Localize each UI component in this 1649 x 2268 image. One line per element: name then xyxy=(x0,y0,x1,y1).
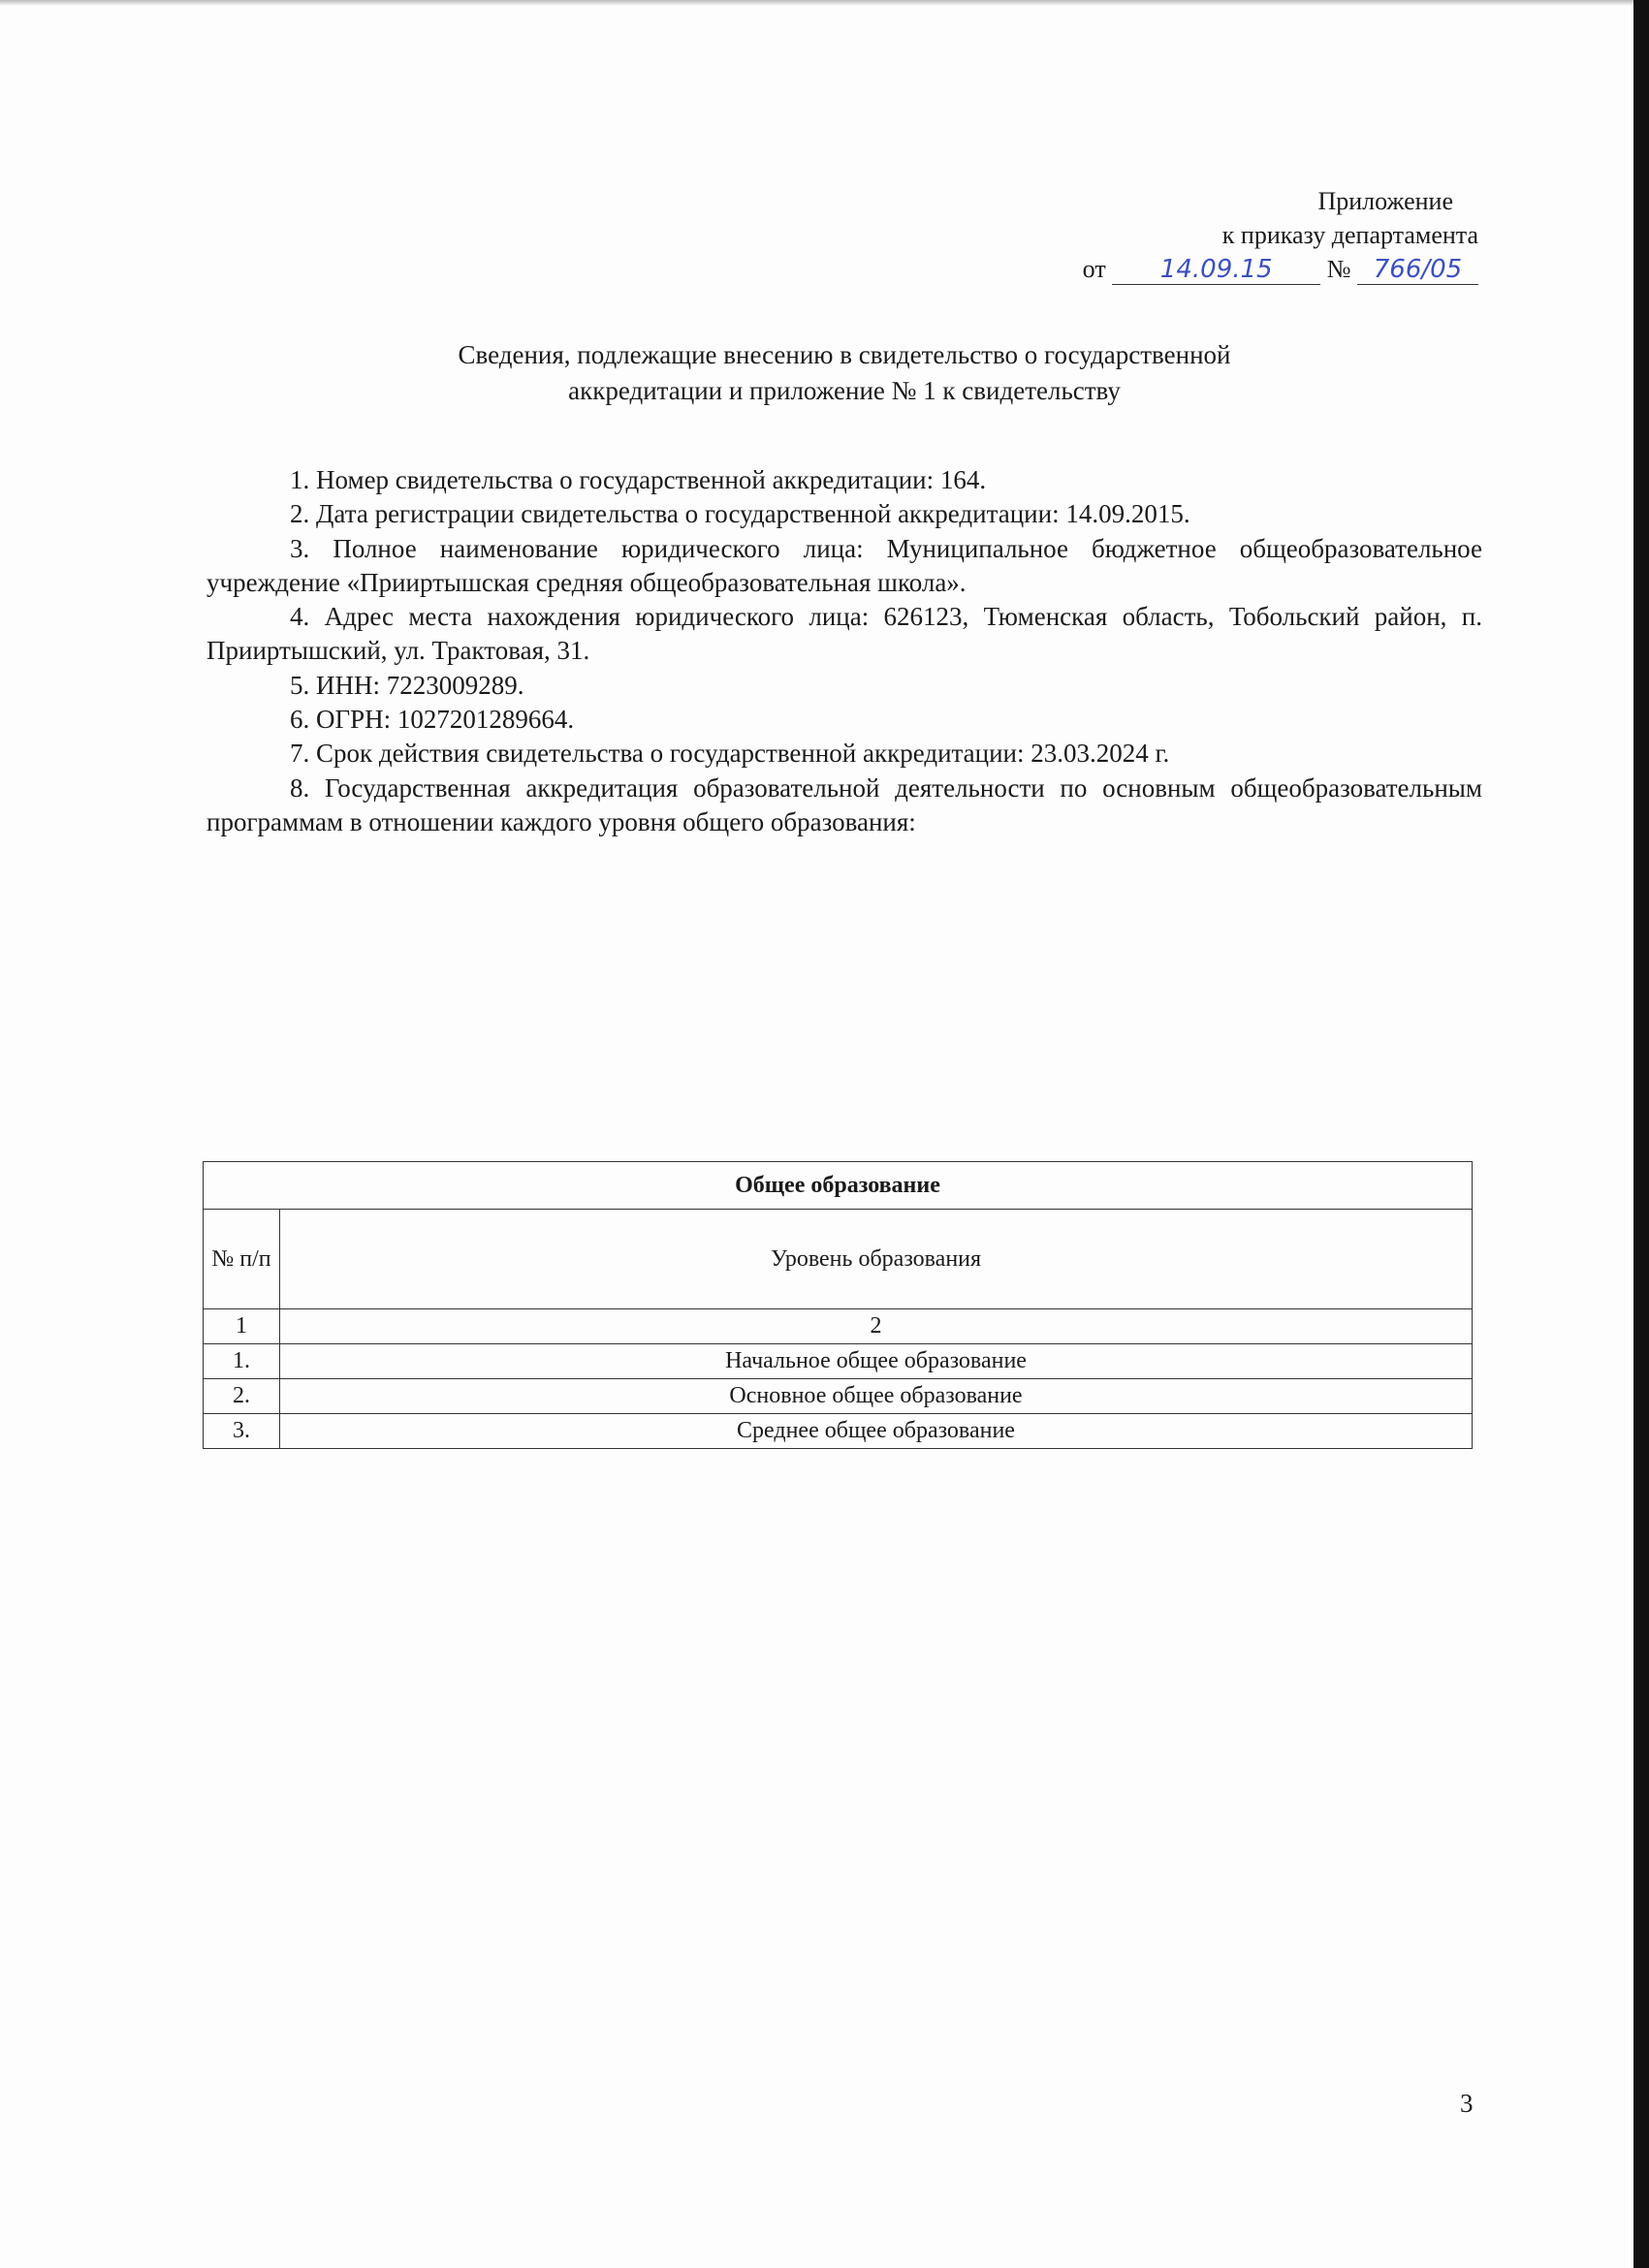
item-address: 4. Адрес места нахождения юридического лица: 626123, Тюменская область, Тобольский район, п. Прииртышский, ул. Трактовая, 31. xyxy=(206,602,1482,666)
row-level: Основное общее образование xyxy=(280,1379,1473,1414)
document-body xyxy=(206,463,1482,839)
page-number: 3 xyxy=(1460,2089,1474,2118)
item-ogrn: 6. ОГРН: 1027201289664. xyxy=(290,705,575,735)
appendix-header xyxy=(1083,184,1478,286)
column-header-level: Уровень образования xyxy=(280,1210,1473,1309)
column-index-1: 1 xyxy=(204,1309,280,1344)
row-number: 1. xyxy=(204,1344,280,1379)
row-level: Среднее общее образование xyxy=(280,1414,1473,1449)
title-line-1: Сведения, подлежащие внесению в свидетельство о государственной xyxy=(458,340,1231,369)
item-inn: 5. ИНН: 7223009289. xyxy=(290,670,524,700)
scan-top-edge xyxy=(0,0,1649,6)
row-number: 2. xyxy=(204,1379,280,1414)
item-full-name: 3. Полное наименование юридического лица: Муниципальное бюджетное общеобразовательное учреждение «Прииртышская средняя общеобразовательная школа». xyxy=(206,533,1482,597)
column-header-number: № п/п xyxy=(204,1210,280,1309)
table-row xyxy=(204,1344,1473,1379)
appendix-date-number xyxy=(1083,252,1478,286)
row-level: Начальное общее образование xyxy=(280,1344,1473,1379)
item-certificate-number: 1. Номер свидетельства о государственной аккредитации: 164. xyxy=(290,465,987,494)
handwritten-date: 14.09.15 xyxy=(1112,255,1320,285)
from-label: от xyxy=(1082,255,1106,283)
table-title: Общее образование xyxy=(204,1162,1473,1210)
appendix-order-ref: к приказу департамента xyxy=(1221,221,1478,249)
table-row xyxy=(204,1414,1473,1449)
table-row xyxy=(204,1379,1473,1414)
education-levels-table xyxy=(203,1161,1473,1449)
row-number: 3. xyxy=(204,1414,280,1449)
document-title xyxy=(206,337,1482,409)
item-accreditation: 8. Государственная аккредитация образовательной деятельности по основным общеобразовательным программам в отношении каждого уровня общего образования: xyxy=(206,772,1482,836)
scan-right-edge xyxy=(1633,0,1649,2268)
handwritten-number: 766/05 xyxy=(1357,255,1478,285)
item-validity: 7. Срок действия свидетельства о государственной аккредитации: 23.03.2024 г. xyxy=(290,739,1170,769)
column-index-2: 2 xyxy=(280,1309,1473,1344)
appendix-title: Приложение xyxy=(1317,187,1453,215)
item-registration-date: 2. Дата регистрации свидетельства о государственной аккредитации: 14.09.2015. xyxy=(290,499,1190,529)
number-label: № xyxy=(1326,255,1351,283)
title-line-2: аккредитации и приложение № 1 к свидетельству xyxy=(568,376,1121,405)
